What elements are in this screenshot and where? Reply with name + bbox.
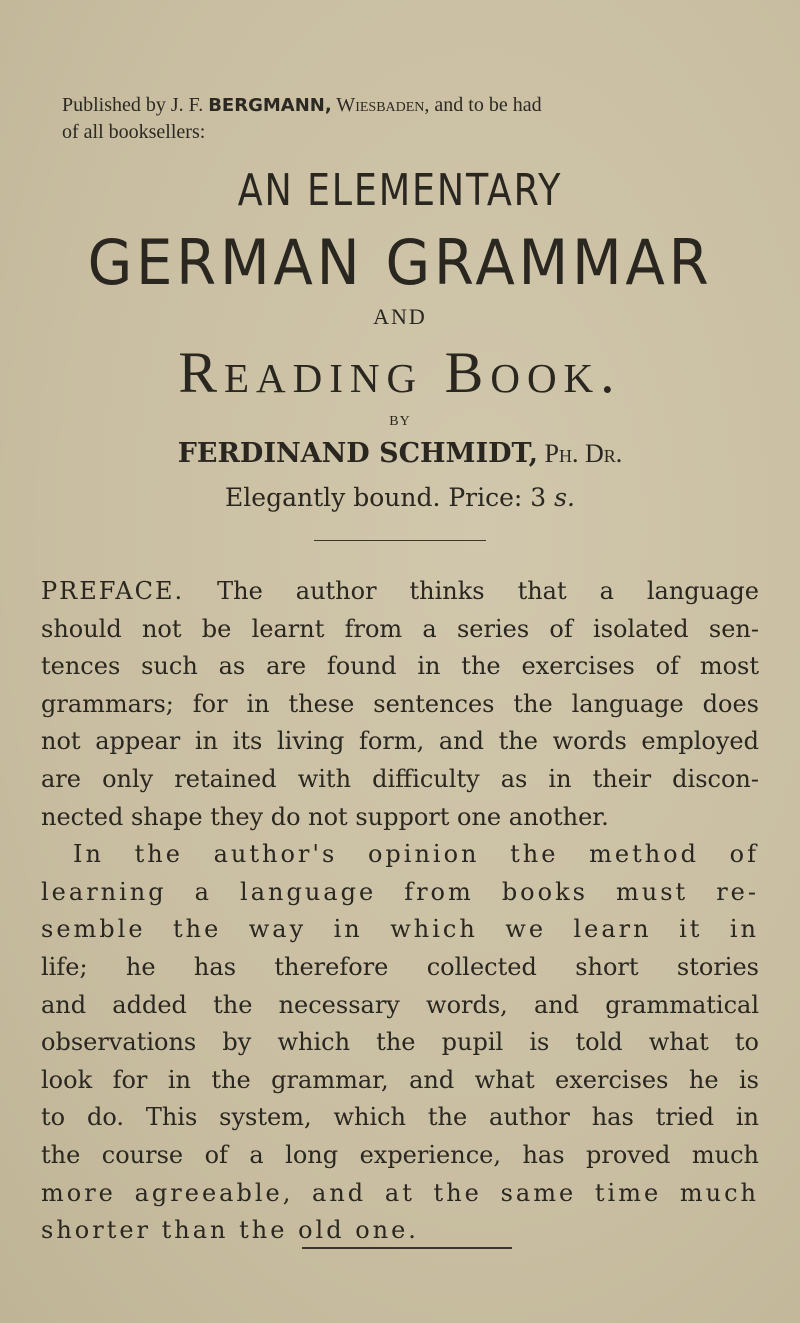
publisher-prefix: Published by J. F. [62, 94, 209, 116]
author-degree: Ph. Dr. [538, 439, 623, 468]
title-line-2: GERMAN GRAMMAR [87, 226, 713, 299]
preface-line: In the author's opinion the method of [73, 840, 759, 869]
author-line [0, 436, 800, 472]
preface-line: look for in the grammar, and what exercises he is [41, 1065, 759, 1094]
publisher-suffix: and to be had [429, 94, 542, 116]
preface-line: semble the way in which we learn it in [41, 915, 759, 944]
preface-line: PREFACE. The author thinks that a language [41, 577, 759, 605]
preface-line: learning a language from books must re- [41, 877, 759, 906]
bottom-rule [302, 1247, 512, 1249]
preface-line: observations by which the pupil is told what to [41, 1028, 759, 1057]
preface-line: should not be learnt from a series of isolated sen- [41, 614, 759, 643]
publisher-name: BERGMANN, [208, 95, 332, 116]
publisher-line2: of all booksellers: [62, 121, 206, 143]
title-line-3: Reading Book. [178, 340, 622, 405]
preface-line: grammars; for in these sentences the language does [41, 689, 759, 718]
preface-heading: PREFACE. [41, 577, 185, 605]
title-conjunction: AND [373, 304, 427, 329]
preface-line: and added the necessary words, and grammatical [41, 990, 759, 1019]
preface-line: nected shape they do not support one another. [41, 802, 609, 831]
binding-text: Elegantly bound. Price: 3 [225, 483, 555, 512]
price-unit: s. [554, 483, 575, 512]
title-line-1: AN ELEMENTARY [237, 165, 563, 216]
author-name: FERDINAND SCHMIDT, [177, 438, 539, 469]
preface-line: to do. This system, which the author has tried in [41, 1103, 759, 1132]
title-by: BY [389, 414, 411, 429]
preface-line: tences such as are found in the exercises of most [41, 652, 759, 681]
preface-text [41, 573, 759, 1250]
divider-rule [314, 540, 486, 541]
preface-line: more agreeable, and at the same time much [41, 1178, 759, 1207]
publisher-notice [62, 92, 742, 145]
preface-line: are only retained with difficulty as in their discon- [41, 764, 759, 793]
binding-price [0, 481, 800, 515]
publisher-city: Wiesbaden, [331, 94, 430, 116]
preface-line: life; he has therefore collected short stories [41, 952, 759, 981]
preface-line: not appear in its living form, and the words employed [41, 727, 759, 756]
preface-line: shorter than the old one. [41, 1216, 419, 1245]
preface-line: the course of a long experience, has proved much [41, 1140, 759, 1169]
